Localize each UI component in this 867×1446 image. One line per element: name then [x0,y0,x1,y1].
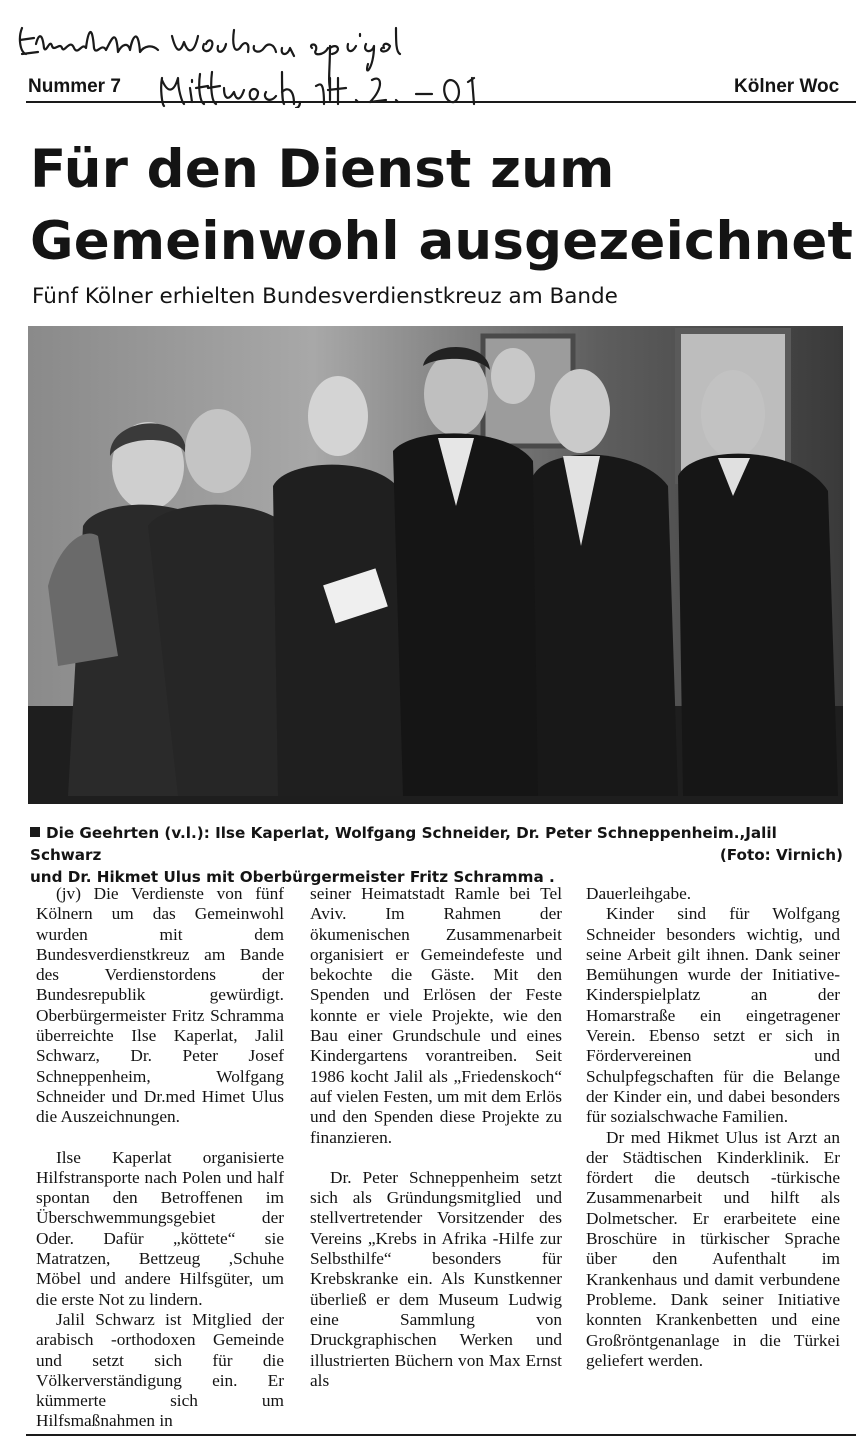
subheadline: Fünf Kölner erhielten Bundesverdienstkreuz am Bande [32,284,618,309]
photo-credit: (Foto: Virnich) [719,846,843,864]
article-column-2 [310,884,562,1391]
paragraph: Ilse Kaperlat organisierte Hilfstransporte nach Polen und half spontan den Betroffenen im Überschwemmungsgebiet der Oder. Dafür „köttete“ sie Matratzen, Bettzeug ,Schuhe Möbel und andere Hilfsgüter, um die erste Not zu lindern. [36,1147,284,1309]
photo-illustration [28,326,843,804]
paragraph: Dr med Hikmet Ulus ist Arzt an der Städtischen Kinderklinik. Er fördert die deutsch -türkische Zusammenarbeit und hilft als Dolmetscher. Er erarbeitete eine Broschüre in türkischer Sprache über den Aufenthalt im Krankenhaus und damit verbundene Probleme. Dank seiner Initiative konnten Krankenbetten und eine Großröntgenanlage in die Türkei geliefert werden. [586,1127,840,1370]
paragraph: seiner Heimatstadt Ramle bei Tel Aviv. Im Rahmen der ökumenischen Zusammenarbeit organisiert er Gemeindefeste und bekochte die Gäste. Mit den Spenden und Erlösen der Feste konnte er viele Projekte, wie den Bau einer Grundschule und eines Kindergartens vorantreiben. Seit 1986 kocht Jalil als „Friedenskoch“ auf vielen Festen, um mit dem Erlös und den Spenden diese Projekte zu finanzieren. [310,884,562,1147]
paragraph: Dr. Peter Schneppenheim setzt sich als Gründungsmitglied und stellvertretender Vorsitzender des Vereins „Krebs in Afrika -Hilfe zur Selbsthilfe“ besonders für Krebskranke ein. Als Kunstkenner überließ er dem Museum Ludwig eine Sammlung von Druckgraphischen Werken und illustrierten Büchern von Max Ernst als [310,1167,562,1390]
headline [30,134,853,278]
paragraph: Jalil Schwarz ist Mitglied der arabisch -orthodoxen Gemeinde und setzt sich für die Völkerverständigung ein. Er kümmerte sich um Hilfsmaßnahmen in [36,1309,284,1431]
paragraph: Kinder sind für Wolfgang Schneider besonders wichtig, und seine Arbeit gilt ihnen. Dank seiner Bemühungen wurde der Initiative-Kinderspielplatz an der Homarstraße ein eingetragener Verein. Ebenso setzt er sich in Fördervereinen und Schulpfegschaften für die Belange der Kinder ein, und dabei besonders für sozialschwache Familien. [586,904,840,1127]
paragraph: Dauerleihgabe. [586,884,692,903]
article-column-1 [36,884,284,1432]
issue-number: Nummer 7 [28,76,121,97]
caption-line-2: und Dr. Hikmet Ulus mit Oberbürgermeister Fritz Schramma . [30,868,555,886]
newspaper-name: Kölner Woc [734,76,840,97]
caption-square-icon [30,827,40,837]
article-column-3 [586,884,840,1371]
header-rule [26,101,856,103]
paragraph: (jv) Die Verdienste von fünf Kölnern um das Gemeinwohl wurden mit dem Bundesverdienstkreuz am Bande des Verdienstordens der Bundesrepublik gewürdigt. Oberbürgermeister Fritz Schramma überreichte Ilse Kaperlat, Jalil Schwarz, Dr. Peter Josef Schneppenheim, Wolfgang Schneider und Dr.med Himet Ulus die Auszeichnungen. [36,884,284,1127]
caption-line-1: Die Geehrten (v.l.): Ilse Kaperlat, Wolfgang Schneider, Dr. Peter Schneppenheim.,Jalil Schwarz [30,824,777,864]
headline-line-1: Für den Dienst zum [30,139,615,200]
headline-line-2: Gemeinwohl ausgezeichnet [30,211,854,272]
footer-rule [26,1434,856,1436]
group-photo [28,326,843,804]
